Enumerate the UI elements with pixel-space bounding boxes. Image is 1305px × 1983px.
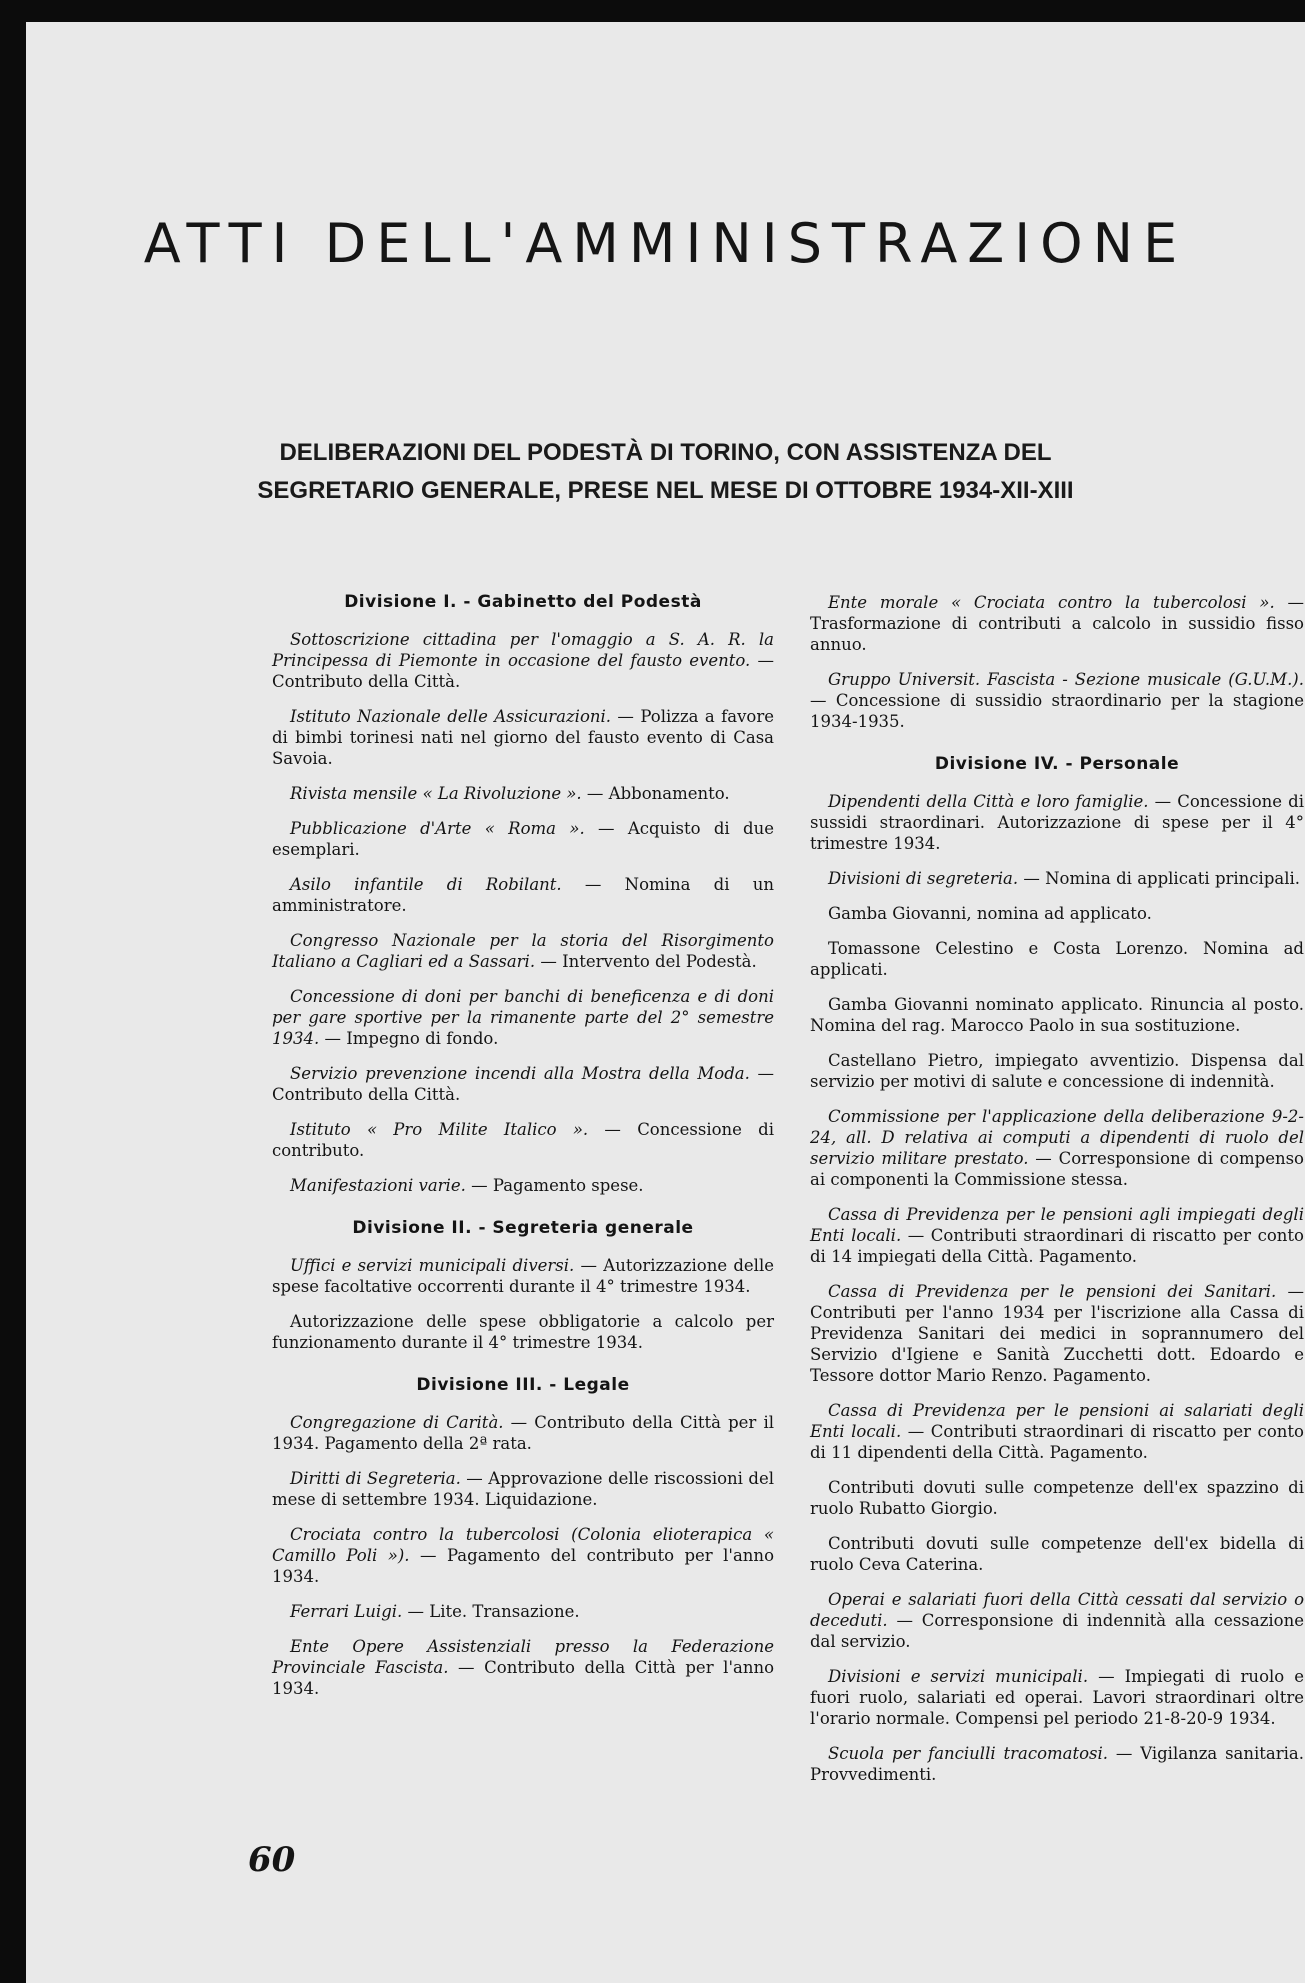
entry-separator: — — [1274, 593, 1304, 612]
entry-separator: — — [749, 1064, 774, 1083]
left-column — [272, 592, 774, 1721]
list-item — [272, 1601, 774, 1622]
entry-text: Approvazione delle riscossioni del mese di settembre 1934. Liquidazione. — [272, 1469, 774, 1509]
entry-separator: — — [409, 1546, 447, 1565]
entry-separator: — — [581, 784, 609, 803]
subtitle-line-1: DELIBERAZIONI DEL PODESTÀ DI TORINO, CON ASSISTENZA DEL — [279, 439, 1052, 466]
entry-text: Contributi per l'anno 1934 per l'iscrizione alla Cassa di Previdenza Sanitari dei medici in soprannumero del Servizio d'Igiene e Sanità Zucchetti dott. Edoardo e Tessore dottor Mario Renzo. Pagamento. — [810, 1303, 1304, 1385]
entry-text: Gamba Giovanni, nomina ad applicato. — [828, 904, 1152, 923]
entry-separator: — — [465, 1176, 493, 1195]
list-item — [272, 1636, 774, 1699]
right-column — [810, 592, 1304, 1807]
entry-title: Gruppo Universit. Fascista - Sezione musicale (G.U.M.). — [828, 670, 1304, 689]
list-item — [272, 629, 774, 692]
subtitle-line-2: SEGRETARIO GENERALE, PRESE NEL MESE DI OTTOBRE 1934-XII-XIII — [257, 477, 1074, 504]
entry-title: Congregazione di Carità. — [290, 1413, 504, 1432]
division-gap — [272, 1713, 774, 1721]
list-item — [272, 1255, 774, 1297]
entry-separator: — — [901, 1226, 931, 1245]
entry-title: Divisioni e servizi municipali. — [828, 1667, 1089, 1686]
entry-separator: — — [574, 1256, 604, 1275]
list-item — [810, 1666, 1304, 1729]
entry-title: Pubblicazione d'Arte « Roma ». — [290, 819, 585, 838]
list-item — [272, 874, 774, 916]
entry-text: Contributo della Città per il 1934. Pagamento della 2ª rata. — [272, 1413, 774, 1453]
entry-title: Istituto « Pro Milite Italico ». — [290, 1120, 589, 1139]
list-item — [272, 1524, 774, 1587]
list-item — [810, 1050, 1304, 1092]
entry-title: Cassa di Previdenza per le pensioni dei Sanitari. — [828, 1282, 1277, 1301]
page-number: 60 — [248, 1840, 296, 1880]
entry-text: Corresponsione di compenso ai componenti la Commissione stessa. — [810, 1149, 1304, 1189]
entry-separator: — — [561, 875, 625, 894]
entry-text: Autorizzazione delle spese obbligatorie a calcolo per funzionamento durante il 4° trimestre 1934. — [272, 1312, 774, 1352]
division-3-heading: Divisione III. - Legale — [416, 1375, 630, 1395]
division-gap — [810, 746, 1304, 754]
list-item — [272, 783, 774, 804]
entry-separator: — — [503, 1413, 535, 1432]
entry-text: Acquisto di due esemplari. — [272, 819, 774, 859]
entry-text: Intervento del Podestà. — [562, 952, 757, 971]
division-gap — [272, 1367, 774, 1375]
list-item — [272, 706, 774, 769]
list-item — [810, 1106, 1304, 1190]
entry-separator: — — [402, 1602, 430, 1621]
list-item — [810, 791, 1304, 854]
document-page — [26, 22, 1305, 1983]
entry-title: Ferrari Luigi. — [290, 1602, 403, 1621]
division-2-heading: Divisione II. - Segreteria generale — [352, 1218, 694, 1238]
entry-separator: — — [1028, 1149, 1059, 1168]
entry-text: Tomassone Celestino e Costa Lorenzo. Nomina ad applicati. — [810, 939, 1304, 979]
entry-separator: — — [588, 1120, 638, 1139]
entry-text: Impiegati di ruolo e fuori ruolo, salariati ed operai. Lavori straordinari oltre l'orario normale. Compensi pel periodo 21-8-20-9 1934. — [810, 1667, 1304, 1728]
entry-text: Contributo della Città per l'anno 1934. — [272, 1658, 775, 1698]
division-gap — [272, 1210, 774, 1218]
list-item — [810, 1281, 1304, 1386]
entry-text: Contributo della Città. — [272, 1085, 461, 1104]
entry-text: Impegno di fondo. — [346, 1029, 499, 1048]
list-item — [272, 1063, 774, 1105]
entry-text: Nomina di applicati principali. — [1045, 869, 1301, 888]
entry-text: Corresponsione di indennità alla cessazione dal servizio. — [810, 1611, 1304, 1651]
entry-text: Pagamento del contributo per l'anno 1934. — [272, 1546, 774, 1586]
entry-text: Concessione di sussidio straordinario per la stagione 1934-1935. — [810, 691, 1304, 731]
entry-title: Sottoscrizione cittadina per l'omaggio a S. A. R. la Principessa di Piemonte in occasione del fausto evento. — [272, 630, 774, 670]
entry-separator: — — [750, 651, 774, 670]
entry-title: Ente Opere Assistenziali presso la Federazione Provinciale Fascista. — [272, 1637, 774, 1677]
entry-separator: — — [810, 691, 836, 710]
entry-separator: — — [584, 819, 628, 838]
list-item — [272, 1468, 774, 1510]
list-item — [810, 994, 1304, 1036]
entry-separator: — — [887, 1611, 922, 1630]
entry-text: Castellano Pietro, impiegato avventizio. Dispensa dal servizio per motivi di salute e concessione di indennità. — [810, 1051, 1304, 1091]
entry-title: Istituto Nazionale delle Assicurazioni. — [290, 707, 612, 726]
list-item — [272, 930, 774, 972]
entry-text: Gamba Giovanni nominato applicato. Rinuncia al posto. Nomina del rag. Marocco Paolo in sua sostituzione. — [810, 995, 1304, 1035]
list-item — [810, 1589, 1304, 1652]
entry-text: Concessione di sussidi straordinari. Autorizzazione di spese per il 4° trimestre 1934. — [810, 792, 1304, 853]
entry-separator: — — [1018, 869, 1046, 888]
list-item — [810, 1477, 1304, 1519]
entry-separator: — — [1108, 1744, 1141, 1763]
entry-title: Scuola per fanciulli tracomatosi. — [828, 1744, 1109, 1763]
entry-title: Rivista mensile « La Rivoluzione ». — [290, 784, 582, 803]
entry-text: Lite. Transazione. — [429, 1602, 580, 1621]
entry-title: Cassa di Previdenza per le pensioni ai salariati degli Enti locali. — [810, 1401, 1304, 1441]
list-item — [810, 669, 1304, 732]
list-item — [272, 1412, 774, 1454]
entry-text: Trasformazione di contributi a calcolo in sussidio fisso annuo. — [810, 614, 1304, 654]
entry-title: Asilo infantile di Robilant. — [290, 875, 562, 894]
entry-text: Contributi straordinari di riscatto per conto di 11 dipendenti della Città. Pagamento. — [810, 1422, 1304, 1462]
entry-text: Concessione di contributo. — [272, 1120, 775, 1160]
entry-text: Abbonamento. — [608, 784, 730, 803]
entry-text: Contributi dovuti sulle competenze dell'ex bidella di ruolo Ceva Caterina. — [810, 1534, 1304, 1574]
entry-title: Servizio prevenzione incendi alla Mostra della Moda. — [290, 1064, 750, 1083]
list-item — [810, 868, 1304, 889]
list-item — [810, 592, 1304, 655]
entry-separator: — — [1148, 792, 1178, 811]
division-gap — [810, 1799, 1304, 1807]
list-item — [272, 986, 774, 1049]
entry-title: Diritti di Segreteria. — [290, 1469, 461, 1488]
list-item — [810, 938, 1304, 980]
entry-text: Vigilanza sanitaria. Provvedimenti. — [810, 1744, 1304, 1784]
entry-title: Congresso Nazionale per la storia del Risorgimento Italiano a Cagliari ed a Sassari. — [272, 931, 774, 971]
list-item — [272, 1311, 774, 1353]
entry-title: Manifestazioni varie. — [290, 1176, 466, 1195]
page-title: ATTI DELL'AMMINISTRAZIONE — [143, 212, 1188, 275]
list-item — [272, 818, 774, 860]
entry-title: Concessione di doni per banchi di beneficenza e di doni per gare sportive per la rimanente parte del 2° semestre 1934. — [272, 987, 774, 1048]
entry-title: Commissione per l'applicazione della deliberazione 9-2-24, all. D relativa ai computi a dipendenti di ruolo del servizio militare prestato. — [810, 1107, 1304, 1168]
division-1-heading: Divisione I. - Gabinetto del Podestà — [344, 592, 702, 612]
entry-separator: — — [448, 1658, 485, 1677]
entry-separator: — — [611, 707, 641, 726]
list-item — [810, 1400, 1304, 1463]
entry-text: Contributi straordinari di riscatto per conto di 14 impiegati della Città. Pagamento. — [810, 1226, 1304, 1266]
entry-title: Dipendenti della Città e loro famiglie. — [828, 792, 1149, 811]
entry-separator: — — [1276, 1282, 1304, 1301]
entry-separator: — — [1088, 1667, 1125, 1686]
entry-text: Nomina di un amministratore. — [272, 875, 774, 915]
entry-title: Ente morale « Crociata contro la tubercolosi ». — [828, 593, 1275, 612]
entry-separator: — — [460, 1469, 489, 1488]
entry-text: Contributo della Città. — [272, 672, 461, 691]
entry-separator: — — [901, 1422, 931, 1441]
entry-title: Divisioni di segreteria. — [828, 869, 1019, 888]
entry-text: Autorizzazione delle spese facoltative occorrenti durante il 4° trimestre 1934. — [272, 1256, 774, 1296]
entry-separator: — — [535, 952, 563, 971]
list-item — [810, 1533, 1304, 1575]
entry-text: Contributi dovuti sulle competenze dell'ex spazzino di ruolo Rubatto Giorgio. — [810, 1478, 1304, 1518]
entry-title: Crociata contro la tubercolosi (Colonia elioterapica « Camillo Poli »). — [272, 1525, 774, 1565]
entry-separator: — — [319, 1029, 347, 1048]
list-item — [272, 1119, 774, 1161]
entry-title: Uffici e servizi municipali diversi. — [290, 1256, 575, 1275]
list-item — [272, 1175, 774, 1196]
list-item — [810, 1743, 1304, 1785]
division-4-heading: Divisione IV. - Personale — [934, 754, 1180, 774]
entry-title: Cassa di Previdenza per le pensioni agli impiegati degli Enti locali. — [810, 1205, 1304, 1245]
entry-text: Polizza a favore di bimbi torinesi nati nel giorno del fausto evento di Casa Savoia. — [272, 707, 774, 768]
entry-text: Pagamento spese. — [492, 1176, 644, 1195]
list-item — [810, 1204, 1304, 1267]
list-item — [810, 903, 1304, 924]
entry-title: Operai e salariati fuori della Città cessati dal servizio o deceduti. — [810, 1590, 1304, 1630]
page-subtitle — [26, 434, 1305, 510]
